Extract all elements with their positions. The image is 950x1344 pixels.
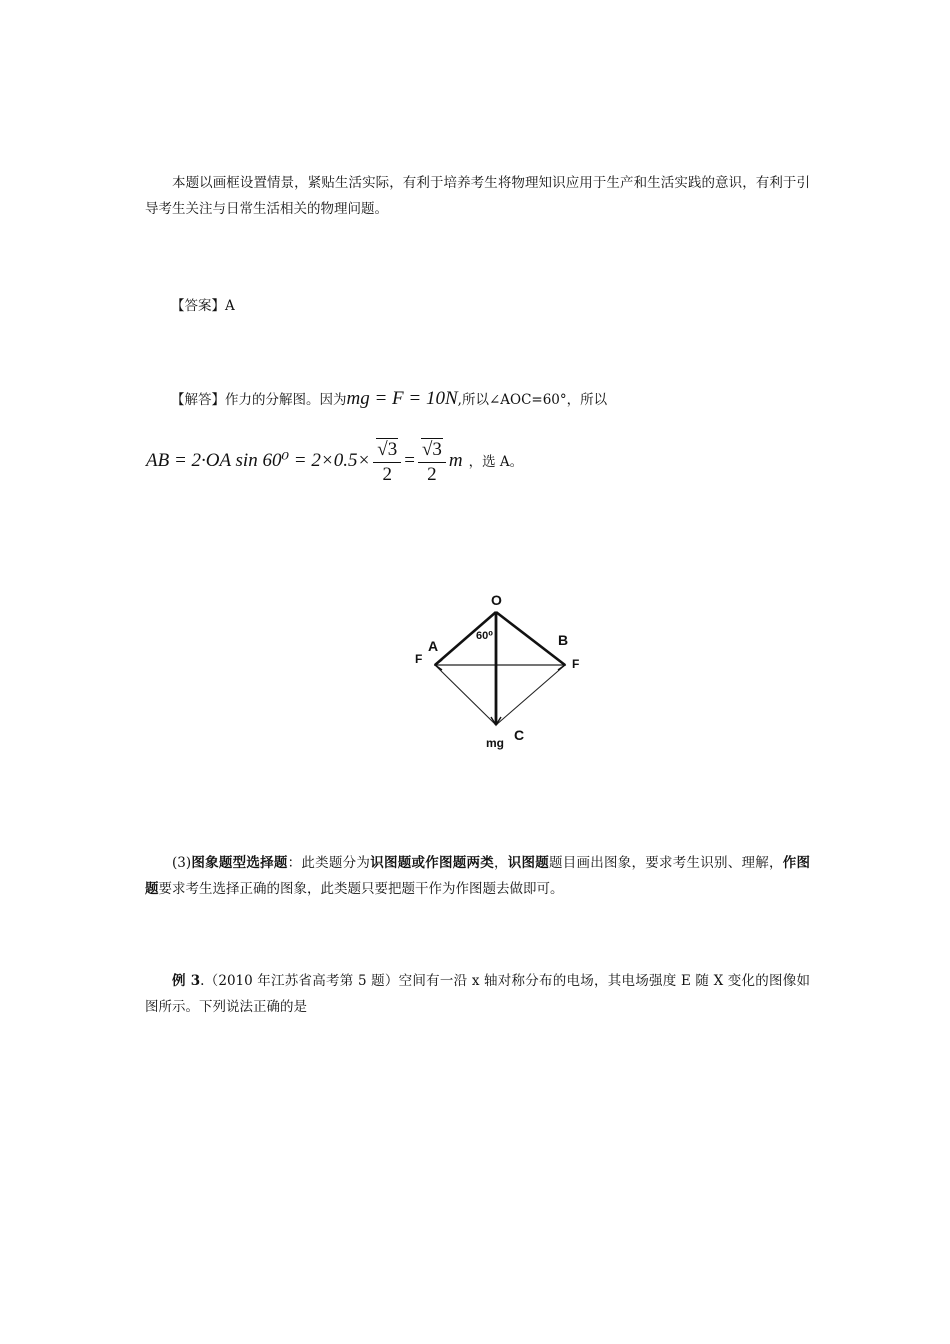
example3-paragraph [145,968,810,1020]
solution-tail: ，选 A。 [468,454,524,470]
label-b: B [558,632,569,648]
solution-label: 【解答】 [171,392,225,408]
label-o: O [491,592,502,608]
answer-label: 【答案】 [171,298,225,314]
label-angle: 60⁰ [476,630,494,642]
formula-ab-line [146,438,523,487]
solution-after: ,所以∠AOC=60°，所以 [457,392,608,408]
line-ac [435,665,496,725]
equals-sign: = [404,450,415,471]
line-bc [496,665,565,725]
section3-bold-1: 识图题或作图题两类 [370,855,494,871]
section3-bold-3: 作图题 [145,855,811,897]
solution-line [171,388,607,410]
fraction-1-numerator: √3 [377,439,398,460]
fraction-2-numerator: √3 [421,439,442,460]
label-f-left: F [415,652,423,666]
example3-text: .（2010 年江苏省高考第 5 题）空间有一沿 x 轴对称分布的电场，其电场强度 E 随 X 变化的图像如图所示。下列说法正确的是 [145,973,811,1015]
section3-text-3: 题目画出图象，要求考生识别、理解， [549,855,783,871]
fraction-2 [418,438,446,487]
intro-text: 本题以画框设置情景，紧贴生活实际，有利于培养考生将物理知识应用于生产和生活实践的意识，有利于引导考生关注与日常生活相关的物理问题。 [145,175,810,217]
section3-text-1: ：此类题分为 [287,855,371,871]
unit-m: m [448,450,463,471]
answer-value: A [225,298,235,314]
formula-mg: mg = F = 10N [346,388,458,409]
formula-ab: AB = 2·OA sin 60⁰ = 2×0.5× [146,450,371,471]
intro-paragraph [145,170,810,222]
label-f-right: F [572,657,580,671]
fraction-2-denominator: 2 [427,464,437,485]
fraction-1 [373,438,401,487]
solution-text: 作力的分解图。因为 [225,392,347,408]
force-diagram [400,585,600,755]
label-mg: mg [486,736,504,750]
answer-line [171,294,235,314]
example3-label: 例 3 [172,973,201,989]
section3-text-2: ， [493,855,508,871]
section3-text-4: 要求考生选择正确的图象，此类题只要把题干作为作图题去做即可。 [158,881,564,897]
section3-title: 图象题型选择题 [191,855,288,871]
label-c: C [514,727,525,743]
section3-paragraph [145,850,810,902]
label-a: A [428,638,439,654]
section3-prefix: (3) [172,855,192,871]
fraction-1-denominator: 2 [382,464,392,485]
line-ob [496,612,565,665]
section3-bold-2: 识图题 [507,855,549,871]
